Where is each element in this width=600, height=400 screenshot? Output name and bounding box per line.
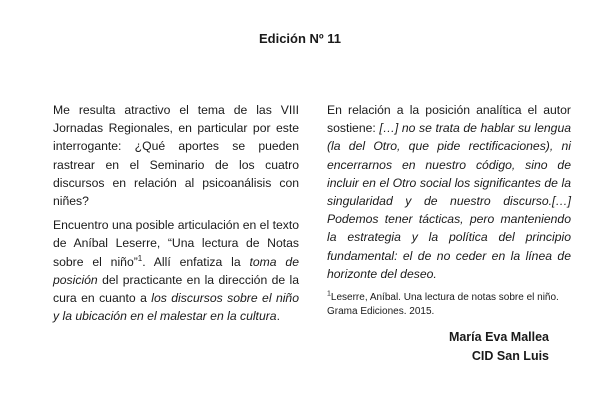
emphasis-text: toma de posición	[53, 254, 299, 287]
paragraph-text: En relación a la posición analítica el autor sostiene:	[327, 103, 571, 136]
author-name: María Eva Mallea	[448, 330, 549, 344]
author-organization: CID San Luis	[471, 349, 549, 363]
edition-heading: Edición Nº 11	[258, 31, 342, 46]
left-paragraph-1: Me resulta atractivo el tema de las VIII Jornadas Regionales, en particular por este interrogante: ¿Qué aportes se pueden rastrear en el Seminario de los cuatro discursos en relación al psicoanálisis con niñes?	[53, 103, 299, 209]
paragraph-text: Encuentro una posible articulación en el texto de Aníbal Leserre, “Una lectura de Notas sobre el niño”	[53, 218, 299, 269]
signature-block	[449, 328, 549, 366]
left-column	[53, 101, 299, 331]
emphasis-text: los discursos sobre el niño y la ubicación en el malestar en la cultura	[53, 291, 299, 324]
left-paragraph-2	[53, 216, 299, 325]
paragraph-text: .	[276, 309, 280, 324]
footnote-text: Leserre, Aníbal. Una lectura de notas sobre el niño. Grama Ediciones. 2015.	[327, 292, 559, 318]
paragraph-text: . Allí enfatiza la	[142, 254, 250, 269]
quote-text: […] no se trata de hablar su lengua (la del Otro, que pide rectificaciones), ni encerrarnos en nuestro código, sino de incluir en el Otro social los significantes de la singularidad y de nuestro discurso.[…] Podemos tener tácticas, pero manteniendo la estrategia y la política del principio fundamental: el de no ceder en la línea de horizonte del deseo.	[327, 121, 571, 281]
right-paragraph-1	[327, 101, 571, 283]
footnote	[327, 291, 571, 319]
paragraph-text: del practicante en la dirección de la cura en cuanto a	[53, 272, 299, 306]
right-column	[327, 101, 571, 319]
footnote-reference: 1	[137, 253, 143, 263]
footnote-number: 1	[327, 290, 331, 298]
